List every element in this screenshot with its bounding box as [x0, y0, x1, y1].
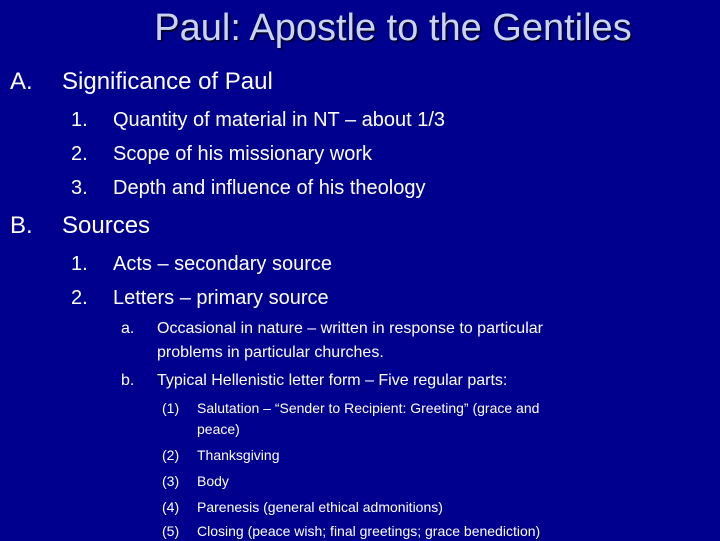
list-item-marker: 2.	[71, 143, 88, 165]
letter-part-marker: (5)	[162, 523, 180, 539]
slide-title: Paul: Apostle to the Gentiles	[154, 7, 632, 49]
letter-part-marker: (2)	[162, 447, 180, 463]
list-item-marker: 2.	[71, 287, 88, 309]
section-b-marker: B.	[10, 212, 33, 239]
list-item-text: Acts – secondary source	[113, 253, 332, 275]
list-item-text: Letters – primary source	[113, 287, 329, 309]
letter-part-line: Parenesis (general ethical admonitions)	[197, 499, 443, 515]
list-item-marker: 1.	[71, 109, 88, 131]
letter-part-marker: (3)	[162, 473, 180, 489]
sub-item-line: Typical Hellenistic letter form – Five regular parts:	[157, 372, 508, 389]
list-item-marker: 3.	[71, 177, 88, 199]
list-item-text: Quantity of material in NT – about 1/3	[113, 109, 446, 131]
list-item-text: Scope of his missionary work	[113, 143, 372, 165]
letter-part-line: Thanksgiving	[197, 447, 280, 463]
letter-part-marker: (1)	[162, 400, 180, 416]
letter-part-line: peace)	[197, 421, 240, 437]
letter-part-line: Body	[197, 473, 229, 489]
section-a-marker: A.	[10, 68, 33, 95]
list-item-text: Depth and influence of his theology	[113, 177, 426, 199]
section-b-heading: Sources	[62, 212, 151, 239]
sub-item-marker: b.	[121, 372, 135, 389]
letter-part-marker: (4)	[162, 499, 180, 515]
sub-item-line: Occasional in nature – written in response to particular	[157, 320, 543, 337]
section-a-heading: Significance of Paul	[62, 68, 273, 95]
sub-item-marker: a.	[121, 320, 135, 337]
sub-item-line: problems in particular churches.	[157, 344, 384, 361]
letter-part-line: Salutation – “Sender to Recipient: Greeting” (grace and	[197, 400, 540, 416]
list-item-marker: 1.	[71, 253, 88, 275]
letter-part-line: Closing (peace wish; final greetings; grace benediction)	[197, 523, 541, 539]
